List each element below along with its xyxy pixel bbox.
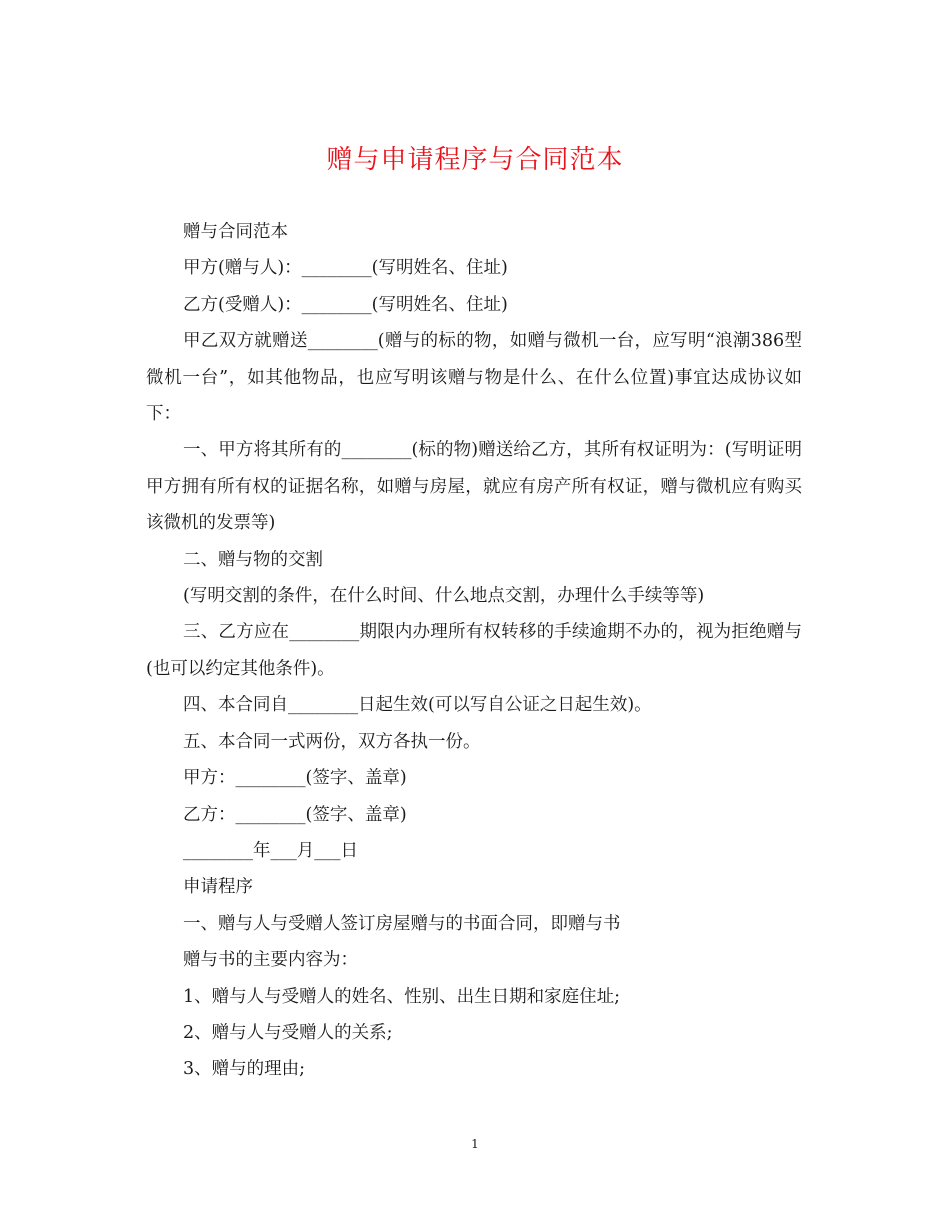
paragraph-procedure-1: 一、赠与人与受赠人签订房屋赠与的书面合同，即赠与书 [183, 913, 621, 934]
signature-date: ________年___月___日 [183, 840, 358, 861]
paragraph-gift-deed-contents: 赠与书的主要内容为： [183, 950, 358, 971]
paragraph-party-b: 乙方(受赠人)：________(写明姓名、住址) [183, 294, 508, 315]
paragraph-contract-heading: 赠与合同范本 [183, 222, 288, 242]
signature-party-a: 甲方：________(签字、盖章) [183, 768, 407, 789]
document-body [146, 214, 802, 1088]
paragraph-party-a: 甲方(赠与人)：________(写明姓名、住址) [183, 258, 508, 279]
paragraph-clause-3: 三、乙方应在________期限内办理所有权转移的手续逾期不办的，视为拒绝赠与(也可以约定其他条件)。 [146, 622, 802, 679]
paragraph-agreement-intro: 甲乙双方就赠送________(赠与的标的物，如赠与微机一台，应写明“浪潮386型微机一台”，如其他物品，也应写明该赠与物是什么、在什么位置)事宜达成协议如下： [146, 331, 802, 425]
list-item-3: 3、赠与的理由; [183, 1059, 306, 1080]
document-title: 赠与申请程序与合同范本 [326, 145, 624, 175]
signature-party-b: 乙方：________(签字、盖章) [183, 804, 407, 825]
list-item-2: 2、赠与人与受赠人的关系; [183, 1022, 393, 1043]
paragraph-clause-2-detail: (写明交割的条件，在什么时间、什么地点交割，办理什么手续等等) [183, 586, 705, 607]
paragraph-clause-5: 五、本合同一式两份，双方各执一份。 [183, 731, 481, 752]
paragraph-clause-1: 一、甲方将其所有的________(标的物)赠送给乙方，其所有权证明为：(写明证明甲方拥有所有权的证据名称，如赠与房屋，就应有房产所有权证，赠与微机应有购买该微机的发票等) [146, 440, 802, 534]
section-heading-procedure: 申请程序 [183, 877, 253, 898]
paragraph-clause-2-heading: 二、赠与物的交割 [183, 549, 323, 570]
paragraph-clause-4: 四、本合同自________日起生效(可以写自公证之日起生效)。 [183, 695, 652, 716]
list-item-1: 1、赠与人与受赠人的姓名、性别、出生日期和家庭住址; [183, 986, 621, 1007]
page-number: 1 [471, 1137, 479, 1151]
